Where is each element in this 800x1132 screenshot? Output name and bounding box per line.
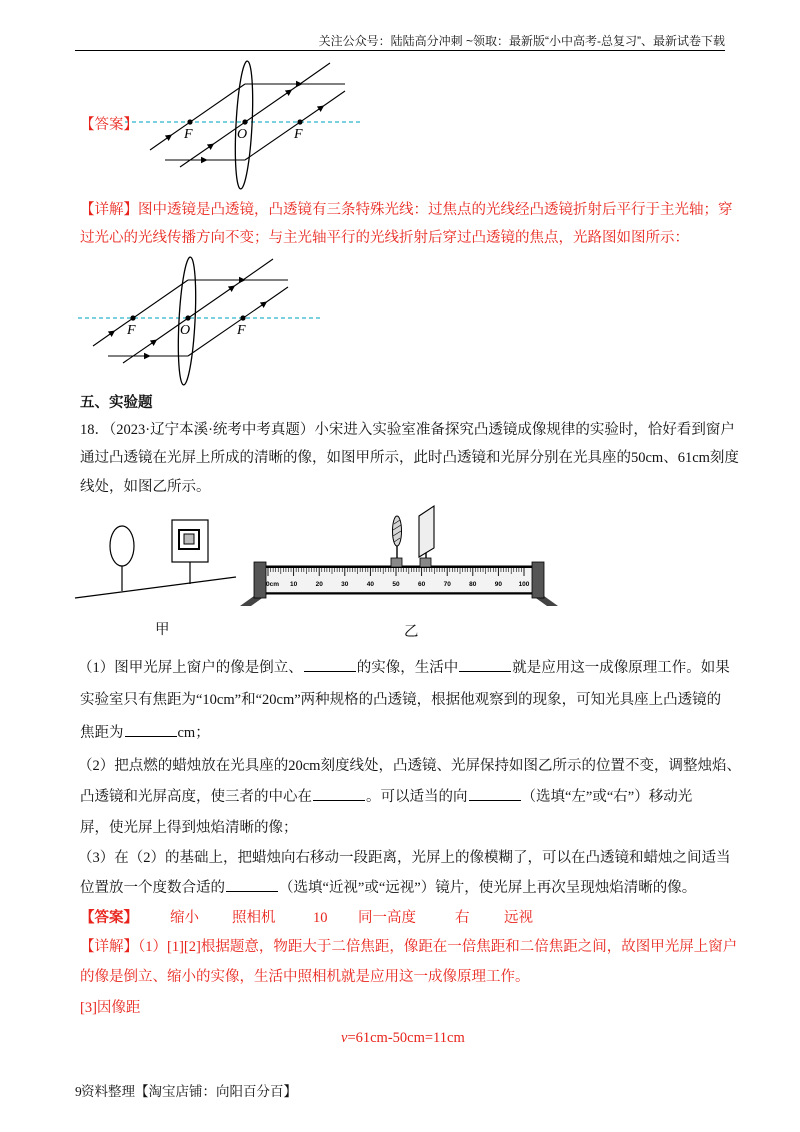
page-number: 9	[75, 1084, 82, 1099]
label-o: O	[180, 323, 191, 338]
q18-stem-line-3: 线处，如图乙所示。	[80, 479, 211, 495]
light-path-diagram-detail	[78, 257, 320, 386]
q18-detail-formula	[341, 1028, 465, 1048]
answer-blank	[313, 788, 365, 801]
label-f-right: F	[294, 127, 303, 142]
page-header: 关注公众号：陆陆高分冲刺 ~领取：最新版“小中高考-总复习”、最新试卷下载	[318, 34, 725, 48]
answer-item-6: 远视	[504, 910, 533, 926]
q18-sub2-line-2	[80, 787, 692, 807]
text-segment: 位置放一个度数合适的	[80, 880, 225, 896]
text-segment: （选填“近视”或“远视”）镜片，使光屏上再次呈现烛焰清晰的像。	[279, 880, 697, 896]
detail-prev-line-1: 【详解】图中透镜是凸透镜，凸透镜有三条特殊光线：过焦点的光线经凸透镜折射后平行于主光轴；穿	[80, 202, 733, 218]
label-f-right: F	[237, 323, 246, 338]
ray-focus-in	[93, 280, 191, 346]
bench-rail	[262, 566, 536, 594]
q18-detail-line-1: 【详解】（1）[1][2]根据题意，物距大于二倍焦距，像距在一倍焦距和二倍焦距之间，故图甲光屏上窗户	[80, 939, 738, 955]
answer-item-5: 右	[455, 910, 470, 926]
ruler-label: 80	[469, 581, 477, 588]
footer-text: 资料整理【淘宝店铺：向阳百分百】	[81, 1084, 297, 1099]
answer-blank	[304, 659, 356, 672]
formula-expression: =61cm-50cm=11cm	[347, 1030, 465, 1046]
ray-focus-in	[150, 84, 248, 150]
detail-prev-line-2: 过光心的光线传播方向不变；与主光轴平行的光线折射后穿过凸透镜的焦点，光路图如图所示：	[80, 230, 689, 246]
ruler-label: 50	[392, 581, 400, 588]
text-segment: 的实像，生活中	[356, 660, 459, 676]
ruler-label: 60	[417, 581, 426, 588]
figure-caption-jia: 甲	[155, 622, 170, 638]
answer-label-prev: 【答案】	[80, 117, 138, 133]
label-o: O	[237, 127, 248, 142]
q18-sub3-line-1: （3）在（2）的基础上，把蜡烛向右移动一段距离，光屏上的像模糊了，可以在凸透镜和蜡烛之间适当	[78, 850, 731, 866]
bench-light-screen	[419, 506, 434, 557]
lens-slider	[391, 558, 402, 567]
ruler-label: 100	[518, 581, 530, 588]
focal-point-left	[130, 315, 135, 320]
screen-image-inner	[184, 534, 194, 544]
q18-sub2-line-3: 屏，使光屏上得到烛焰清晰的像；	[80, 820, 298, 836]
bench-convex-lens	[393, 516, 402, 546]
convex-lens	[233, 61, 256, 190]
q18-sub1-line-2: 实验室只有焦距为“10cm”和“20cm”两种规格的凸透镜，根据他观察到的现象，可知光具座上凸透镜的	[80, 692, 722, 708]
ruler-label: 20	[315, 581, 323, 588]
answer-blank	[459, 659, 511, 672]
answer-label: 【答案】	[80, 910, 138, 926]
focal-point-right	[240, 315, 245, 320]
text-segment: （1）图甲光屏上窗户的像是倒立、	[78, 660, 303, 676]
light-path-diagram-answer	[125, 61, 362, 190]
answer-blank	[226, 879, 278, 892]
text-segment: 焦距为	[80, 725, 124, 741]
q18-stem-line-2: 通过凸透镜在光屏上所成的清晰的像，如图甲所示，此时凸透镜和光屏分别在光具座的50cm、61cm刻度	[80, 450, 739, 466]
q18-stem-line-1: 18．（2023·辽宁本溪·统考中考真题）小宋进入实验室准备探究凸透镜成像规律的实验时，恰好看到窗户	[80, 422, 735, 438]
answer-blank	[469, 788, 521, 801]
q18-sub2-line-1: （2）把点燃的蜡烛放在光具座的20cm刻度线处，凸透镜、光屏保持如图乙所示的位置不变，调整烛焰、	[78, 758, 741, 774]
answer-item-4: 同一高度	[358, 910, 416, 926]
optical-center	[242, 119, 247, 124]
focal-point-right	[297, 119, 302, 124]
label-f-left: F	[127, 323, 136, 338]
focal-point-left	[187, 119, 192, 124]
bench-end-left	[254, 562, 266, 598]
ruler-label: 0cm	[266, 581, 280, 588]
ruler-label: 70	[443, 581, 451, 588]
answer-item-2: 照相机	[232, 910, 276, 926]
screen-slider	[420, 558, 431, 567]
answer-item-3: 10	[313, 910, 328, 926]
text-segment: 。可以适当的向	[366, 789, 468, 805]
label-f-left: F	[184, 127, 193, 142]
answer-blank	[125, 724, 177, 737]
q18-detail-line-2: 的像是倒立、缩小的实像，生活中照相机就是应用这一成像原理工作。	[80, 969, 530, 985]
ray-parallel-out	[188, 287, 288, 356]
ruler-label: 10	[289, 581, 298, 588]
text-segment: （选填“左”或“右”）移动光	[521, 789, 693, 805]
figure-jia	[75, 520, 236, 598]
q18-sub1-line-3	[80, 723, 210, 743]
convex-lens	[176, 257, 199, 386]
bench-end-right	[532, 562, 544, 598]
q18-detail-line-3: [3]因像距	[80, 1000, 141, 1016]
ray-parallel-out	[245, 91, 345, 160]
ruler-label: 30	[341, 581, 349, 588]
ray-center	[180, 63, 330, 167]
section-title: 五、实验题	[80, 395, 153, 411]
q18-sub3-line-2	[80, 878, 696, 898]
window-object	[110, 526, 134, 566]
q18-sub1-line-1	[78, 658, 730, 678]
formula-variable: v	[341, 1030, 348, 1046]
ruler-label: 90	[494, 581, 503, 588]
text-segment: 凸透镜和光屏高度，使三者的中心在	[80, 789, 312, 805]
figure-caption-yi: 乙	[404, 624, 419, 640]
ground-line	[75, 577, 236, 598]
figure-yi-optical-bench	[240, 506, 558, 606]
optical-center	[185, 315, 190, 320]
ray-center	[123, 259, 273, 363]
text-segment: cm；	[177, 725, 210, 741]
answer-item-1: 缩小	[170, 910, 199, 926]
ruler-label: 40	[366, 581, 375, 588]
text-segment: 就是应用这一成像原理工作。如果	[512, 660, 730, 676]
